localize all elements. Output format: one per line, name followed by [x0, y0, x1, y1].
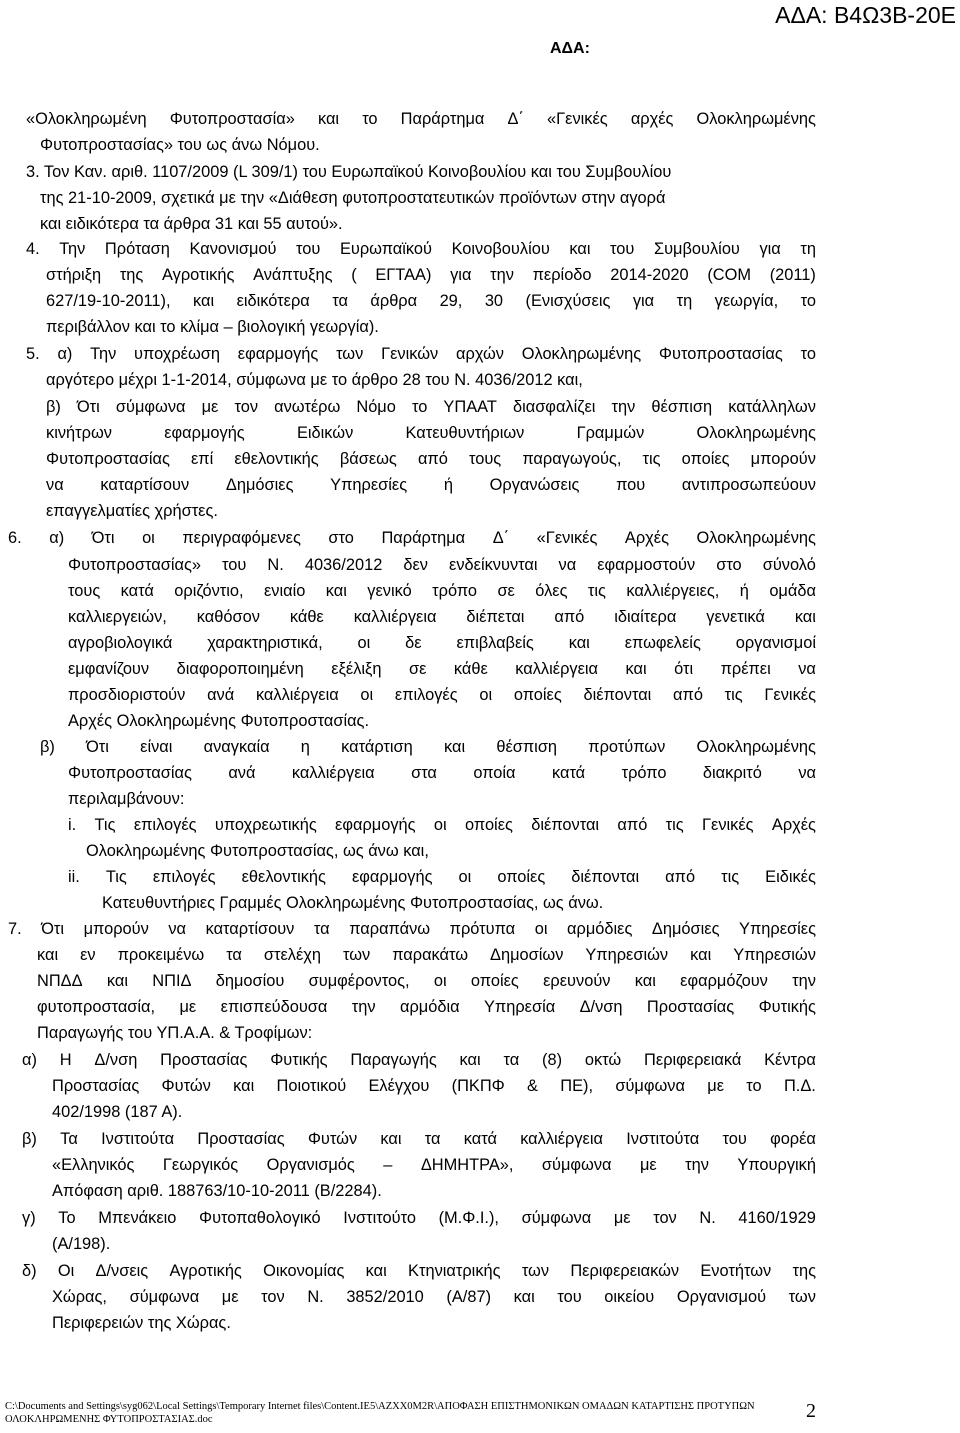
text-line: Προστασίας Φυτών και Ποιοτικού Ελέγχου (ΠΚΠΦ & ΠΕ), σύμφωνα με το Π.Δ. — [52, 1077, 816, 1095]
text-line: α) Η Δ/νση Προστασίας Φυτικής Παραγωγής και τα (8) οκτώ Περιφερειακά Κέντρα — [22, 1051, 816, 1069]
text-line: «Ολοκληρωμένη Φυτοπροστασία» και το Παράρτημα Δ΄ «Γενικές αρχές Ολοκληρωμένης — [26, 110, 816, 128]
text-line: εμφανίζουν διαφοροποιημένη εξέλιξη σε κάθε καλλιέργεια και ότι πρέπει να — [68, 660, 816, 678]
text-line: περιβάλλον και το κλίμα – βιολογική γεωργία). — [46, 318, 379, 336]
text-line: «Ελληνικός Γεωργικός Οργανισμός – ΔΗΜΗΤΡΑ», σύμφωνα με την Υπουργική — [52, 1156, 816, 1174]
text-line: προσδιοριστούν ανά καλλιέργεια οι επιλογές οι οποίες διέπονται από τις Γενικές — [68, 686, 816, 704]
text-line: Χώρας, σύμφωνα με τον Ν. 3852/2010 (Α/87) και του οικείου Οργανισμού των — [52, 1288, 816, 1306]
text-line: β) Τα Ινστιτούτα Προστασίας Φυτών και τα κατά καλλιέργεια Ινστιτούτα του φορέα — [22, 1130, 816, 1148]
text-line: Αρχές Ολοκληρωμένης Φυτοπροστασίας. — [68, 712, 370, 730]
text-line: Περιφερειών της Χώρας. — [52, 1314, 231, 1332]
text-line: Απόφαση αριθ. 188763/10-10-2011 (Β/2284). — [52, 1182, 382, 1200]
text-line: αργότερο μέχρι 1-1-2014, σύμφωνα με το άρθρο 28 του Ν. 4036/2012 και, — [46, 371, 583, 389]
text-line: αγροβιολογικά χαρακτηριστικά, οι δε επιβλαβείς και επωφελείς οργανισμοί — [68, 634, 816, 652]
text-line: Φυτοπροστασίας» του ως άνω Νόμου. — [40, 136, 320, 154]
text-line: δ) Οι Δ/νσεις Αγροτικής Οικονομίας και Κτηνιατρικής των Περιφερειακών Ενοτήτων της — [22, 1262, 816, 1280]
ada-label: ΑΔΑ: — [550, 40, 590, 57]
text-line: τους κατά οριζόντιο, ενιαίο και γενικό τρόπο σε όλες τις καλλιέργειες, ή ομάδα — [68, 582, 816, 600]
text-line: 627/19-10-2011), και ειδικότερα τα άρθρα 29, 30 (Ενισχύσεις για τη γεωργία, το — [46, 292, 816, 310]
text-line: i. Τις επιλογές υποχρεωτικής εφαρμογής οι οποίες διέπονται από τις Γενικές Αρχές — [68, 816, 816, 834]
text-line: κινήτρων εφαρμογής Ειδικών Κατευθυντήριων Γραμμών Ολοκληρωμένης — [46, 424, 816, 442]
text-line: 4. Την Πρόταση Κανονισμού του Ευρωπαϊκού Κοινοβουλίου και του Συμβουλίου για τη — [26, 240, 816, 258]
text-line: και ειδικότερα τα άρθρα 31 και 55 αυτού». — [40, 215, 343, 233]
page-number: 2 — [806, 1400, 816, 1422]
text-line: γ) Το Μπενάκειο Φυτοπαθολογικό Ινστιτούτο (Μ.Φ.Ι.), σύμφωνα με τον Ν. 4160/1929 — [22, 1209, 816, 1227]
text-line: Κατευθυντήριες Γραμμές Ολοκληρωμένης Φυτοπροστασίας, ως άνω. — [102, 894, 604, 912]
text-line: ii. Τις επιλογές εθελοντικής εφαρμογής οι οποίες διέπονται από τις Ειδικές — [68, 868, 816, 886]
text-line: 402/1998 (187 Α). — [52, 1103, 183, 1121]
text-line: στήριξη της Αγροτικής Ανάπτυξης ( ΕΓΤΑΑ) για την περίοδο 2014-2020 (COM (2011) — [46, 266, 816, 284]
text-line: φυτοπροστασία, με επισπεύδουσα την αρμόδια Υπηρεσία Δ/νση Προστασίας Φυτικής — [37, 998, 816, 1016]
text-line: 6. α) Ότι οι περιγραφόμενες στο Παράρτημα Δ΄ «Γενικές Αρχές Ολοκληρωμένης — [8, 529, 816, 547]
text-line: Παραγωγής του ΥΠ.Α.Α. & Τροφίμων: — [37, 1024, 313, 1042]
text-line: να καταρτίσουν Δημόσιες Υπηρεσίες ή Οργανώσεις που αντιπροσωπεύουν — [46, 476, 816, 494]
text-line: ΝΠΔΔ και ΝΠΙΔ δημοσίου συμφέροντος, οι οποίες ερευνούν και εφαρμόζουν την — [37, 972, 816, 990]
text-line: 5. α) Την υποχρέωση εφαρμογής των Γενικών αρχών Ολοκληρωμένης Φυτοπροστασίας το — [26, 345, 816, 363]
footer-path-line-1: C:\Documents and Settings\syg062\Local Settings\Temporary Internet files\Content.IE5\AZXX0M2R\ΑΠΟΦΑΣΗ ΕΠΙΣΤΗΜΟΝΙΚΩΝ ΟΜΑΔΩΝ ΚΑΤΑΡΤΙΣΗΣ ΠΡΟΤΥΠΩΝ — [5, 1401, 755, 1412]
text-line: β) Ότι σύμφωνα με τον ανωτέρω Νόμο το ΥΠΑΑΤ διασφαλίζει την θέσπιση κατάλληλων — [46, 398, 816, 416]
text-line: της 21-10-2009, σχετικά με την «Διάθεση φυτοπροστατευτικών προϊόντων στην αγορά — [40, 189, 666, 207]
text-line: (Α/198). — [52, 1235, 111, 1253]
text-line: Φυτοπροστασίας επί εθελοντικής βάσεως από τους παραγωγούς, τις οποίες μπορούν — [46, 450, 816, 468]
ada-code-header: ΑΔΑ: Β4Ω3Β-20Ε — [775, 2, 956, 28]
text-line: β) Ότι είναι αναγκαία η κατάρτιση και θέσπιση προτύπων Ολοκληρωμένης — [40, 738, 816, 756]
text-line: Φυτοπροστασίας ανά καλλιέργεια στα οποία κατά τρόπο διακριτό να — [68, 764, 816, 782]
text-line: Ολοκληρωμένης Φυτοπροστασίας, ως άνω και, — [86, 842, 429, 860]
text-line: καλλιεργειών, καθόσον κάθε καλλιέργεια διέπεται από ιδιαίτερα γενετικά και — [68, 608, 816, 626]
text-line: και εν προκειμένω τα στελέχη των παρακάτω Δημοσίων Υπηρεσιών και Υπηρεσιών — [37, 946, 816, 964]
text-line: περιλαμβάνουν: — [68, 790, 185, 808]
text-line: Φυτοπροστασίας» του Ν. 4036/2012 δεν ενδείκνυνται να εφαρμοστούν στο σύνολό — [68, 556, 816, 574]
text-line: 7. Ότι μπορούν να καταρτίσουν τα παραπάνω πρότυπα οι αρμόδιες Δημόσιες Υπηρεσίες — [8, 920, 816, 938]
footer-path-line-2: ΟΛΟΚΛΗΡΩΜΕΝΗΣ ΦΥΤΟΠΡΟΣΤΑΣΙΑΣ.doc — [5, 1414, 213, 1425]
text-line: επαγγελματίες χρήστες. — [46, 502, 218, 520]
text-line: 3. Τον Καν. αριθ. 1107/2009 (L 309/1) του Ευρωπαϊκού Κοινοβουλίου και του Συμβουλίου — [26, 163, 672, 181]
footer-file-path — [5, 1400, 755, 1426]
